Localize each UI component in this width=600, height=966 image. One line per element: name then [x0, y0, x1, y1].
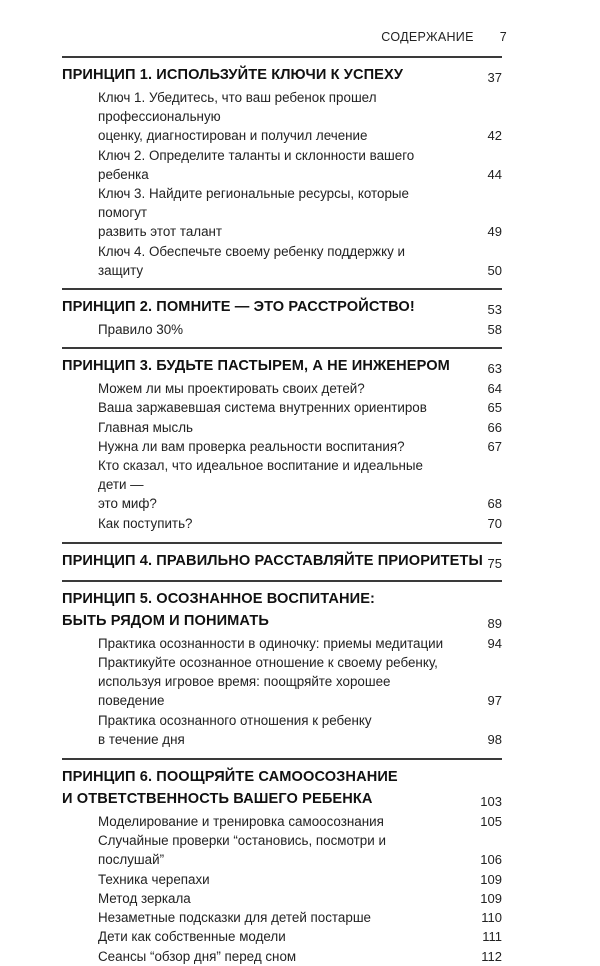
entry-text-line: Как поступить?: [98, 515, 193, 531]
entry-text-line: Правило 30%: [98, 322, 184, 338]
toc-entry[interactable]: [62, 418, 502, 437]
toc-section: [62, 288, 502, 339]
chapter-title-line: БЫТЬ РЯДОМ И ПОНИМАТЬ: [62, 612, 269, 629]
entry-page-number: 94: [487, 635, 502, 651]
chapter-page-number: 75: [487, 555, 502, 571]
entry-list: [62, 812, 502, 966]
toc-entry[interactable]: [62, 812, 502, 831]
chapter-title-line: ПРИНЦИП 3. БУДЬТЕ ПАСТЫРЕМ, А НЕ ИНЖЕНЕРОМ: [62, 358, 450, 375]
chapter-title-line: ПРИНЦИП 5. ОСОЗНАННОЕ ВОСПИТАНИЕ:: [62, 590, 375, 607]
entry-text-line: Сеансы “обзор дня” перед сном: [98, 948, 297, 964]
toc-entry[interactable]: [62, 398, 502, 417]
toc-section: [62, 580, 502, 749]
entry-text-line: оценку, диагностирован и получил лечение: [98, 128, 368, 144]
entry-text-line: Ключ 4. Обеспечьте своему ребенку поддержку и защиту: [98, 243, 405, 278]
toc-entry[interactable]: [62, 889, 502, 908]
entry-list: [62, 320, 502, 339]
entry-text-line: Ваша заржавевшая система внутренних ориентиров: [98, 400, 427, 416]
entry-page-number: 67: [487, 438, 502, 454]
entry-page-number: 44: [487, 166, 502, 182]
entry-text-line: Метод зеркала: [98, 890, 191, 906]
toc-entry[interactable]: [62, 320, 502, 339]
entry-text-line: это миф?: [98, 496, 157, 512]
toc-entry[interactable]: [62, 653, 502, 711]
entry-page-number: 109: [480, 890, 502, 906]
entry-text-line: Практика осознанности в одиночку: приемы медитации: [98, 635, 444, 651]
chapter-title-line: ПРИНЦИП 2. ПОМНИТЕ — ЭТО РАССТРОЙСТВО!: [62, 299, 415, 316]
entry-text-line: используя игровое время: поощряйте хорошее: [98, 674, 391, 690]
toc-entry[interactable]: [62, 947, 502, 966]
toc-entry[interactable]: [62, 184, 502, 242]
chapter-page-number: 37: [487, 70, 502, 85]
toc-entry[interactable]: [62, 831, 502, 869]
entry-page-number: 109: [480, 871, 502, 887]
entry-page-number: 68: [487, 496, 502, 512]
entry-text-line: Кто сказал, что идеальное воспитание и идеальные дети —: [98, 458, 424, 493]
chapter-heading[interactable]: [62, 349, 502, 377]
chapter-heading[interactable]: [62, 544, 502, 572]
entry-text-line: Практикуйте осознанное отношение к своему ребенку,: [98, 655, 438, 671]
toc-entry[interactable]: [62, 379, 502, 398]
toc-entry[interactable]: [62, 514, 502, 533]
toc-section: [62, 542, 502, 572]
chapter-heading[interactable]: [62, 760, 502, 810]
chapter-title-line: ПРИНЦИП 1. ИСПОЛЬЗУЙТЕ КЛЮЧИ К УСПЕХУ: [62, 67, 404, 83]
entry-page-number: 42: [487, 128, 502, 144]
entry-page-number: 58: [487, 322, 502, 338]
entry-text-line: Нужна ли вам проверка реальности воспитания?: [98, 438, 405, 454]
chapter-heading[interactable]: [62, 58, 502, 86]
entry-text-line: Ключ 2. Определите таланты и склонности вашего ребенка: [98, 147, 415, 182]
entry-text-line: Ключ 1. Убедитесь, что ваш ребенок прошел профессиональную: [98, 90, 377, 125]
toc-entry[interactable]: [62, 908, 502, 927]
entry-text-line: Главная мысль: [98, 419, 194, 435]
toc-entry[interactable]: [62, 634, 502, 653]
table-of-contents: [62, 56, 502, 966]
toc-entry[interactable]: [62, 870, 502, 889]
entry-text-line: поведение: [98, 693, 165, 709]
entry-text-line: Можем ли мы проектировать своих детей?: [98, 381, 365, 397]
toc-section: [62, 56, 502, 280]
entry-page-number: 106: [480, 852, 502, 868]
toc-section: [62, 347, 502, 533]
entry-text-line: Дети как собственные модели: [98, 929, 286, 945]
entry-text-line: Моделирование и тренировка самоосознания: [98, 814, 384, 830]
chapter-page-number: 63: [487, 361, 502, 377]
running-header: [381, 30, 507, 44]
entry-text-line: Ключ 3. Найдите региональные ресурсы, которые помогут: [98, 186, 409, 221]
toc-entry[interactable]: [62, 927, 502, 946]
chapter-page-number: 103: [480, 794, 502, 810]
entry-page-number: 112: [481, 948, 502, 964]
running-header-title: СОДЕРЖАНИЕ: [381, 30, 474, 44]
chapter-page-number: 53: [487, 302, 502, 318]
entry-list: [62, 88, 502, 280]
entry-page-number: 65: [487, 400, 502, 416]
toc-entry[interactable]: [62, 88, 502, 146]
toc-entry[interactable]: [62, 242, 502, 280]
entry-page-number: 49: [487, 224, 502, 240]
entry-page-number: 70: [487, 515, 502, 531]
chapter-title-line: И ОТВЕТСТВЕННОСТЬ ВАШЕГО РЕБЕНКА: [62, 791, 373, 808]
chapter-heading[interactable]: [62, 290, 502, 318]
toc-entry[interactable]: [62, 456, 502, 514]
running-header-page-number: 7: [499, 30, 507, 44]
entry-text-line: развить этот талант: [98, 224, 223, 240]
toc-section: [62, 758, 502, 966]
entry-page-number: 97: [487, 693, 502, 709]
entry-page-number: 110: [481, 910, 502, 926]
entry-text-line: Практика осознанного отношения к ребенку: [98, 712, 372, 728]
chapter-title-line: ПРИНЦИП 4. ПРАВИЛЬНО РАССТАВЛЯЙТЕ ПРИОРИТЕТЫ: [62, 552, 483, 569]
entry-page-number: 50: [487, 262, 502, 278]
chapter-page-number: 89: [487, 615, 502, 631]
entry-page-number: 105: [480, 814, 502, 830]
entry-page-number: 66: [487, 419, 502, 435]
entry-page-number: 98: [487, 731, 502, 747]
entry-list: [62, 634, 502, 749]
entry-page-number: 111: [482, 929, 502, 945]
toc-entry[interactable]: [62, 437, 502, 456]
entry-list: [62, 379, 502, 533]
entry-text-line: Техника черепахи: [98, 871, 210, 887]
chapter-heading[interactable]: [62, 582, 502, 632]
entry-text-line: Незаметные подсказки для детей постарше: [98, 910, 372, 926]
chapter-title-line: ПРИНЦИП 6. ПООЩРЯЙТЕ САМООСОЗНАНИЕ: [62, 769, 398, 786]
entry-text-line: Случайные проверки “остановись, посмотри и послушай”: [98, 833, 386, 868]
toc-entry[interactable]: [62, 711, 502, 749]
toc-entry[interactable]: [62, 146, 502, 184]
entry-text-line: в течение дня: [98, 731, 185, 747]
entry-page-number: 64: [487, 381, 502, 397]
